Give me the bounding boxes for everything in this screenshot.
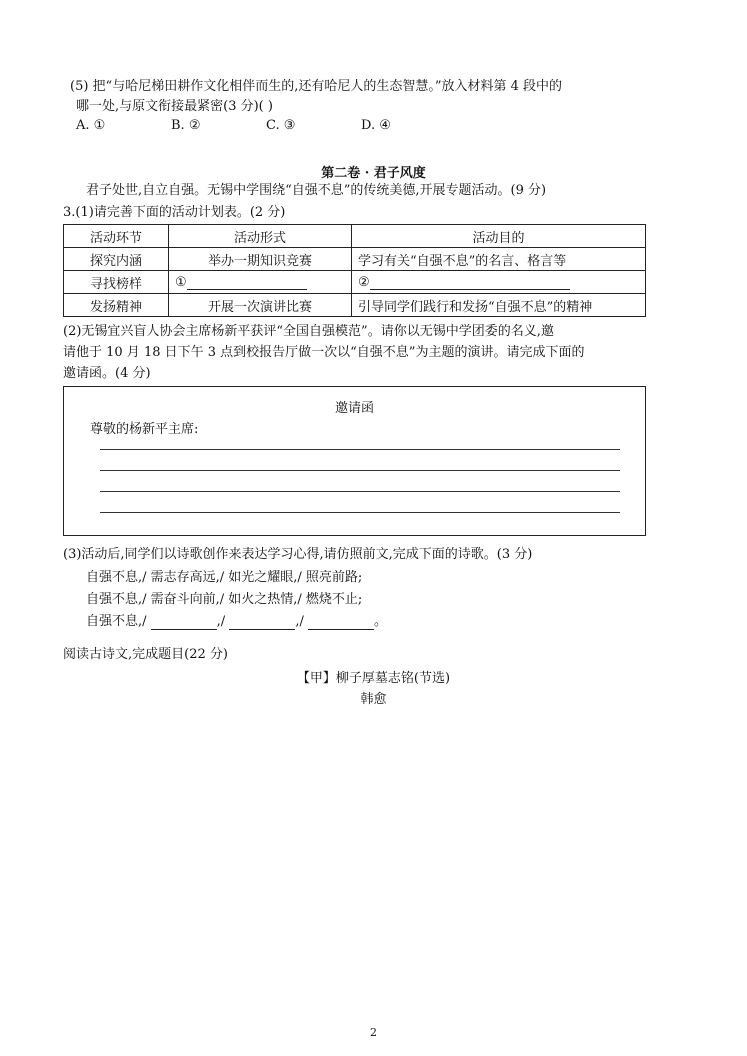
question-3-1-prompt: 3.(1)请完善下面的活动计划表。(2 分) xyxy=(63,205,286,220)
poem-line-2: 自强不息,/ 需奋斗向前,/ 如火之热情,/ 燃烧不止; xyxy=(86,592,363,607)
answer-underline xyxy=(370,275,570,290)
question-3-2-line1: (2)无锡宜兴盲人协会主席杨新平获评“全国自强模范”。请你以无锡中学团委的名义,邀 xyxy=(63,324,554,339)
poem-separator: ,/ xyxy=(295,614,304,629)
table-cell: 寻找榜样 xyxy=(64,271,169,294)
poem-blank-3[interactable] xyxy=(308,617,374,630)
option-c[interactable]: C. ③ xyxy=(266,118,296,133)
reading-intro: 阅读古诗文,完成题目(22 分) xyxy=(63,647,228,662)
question-5-line2: 哪一处,与原文衔接最紧密(3 分)( ) xyxy=(76,99,273,114)
table-cell: 举办一期知识竞赛 xyxy=(169,248,352,271)
table-row xyxy=(64,271,646,294)
passage-title: 【甲】柳子厚墓志铭(节选) xyxy=(296,671,451,686)
page-number: 2 xyxy=(370,1026,377,1039)
table-header: 活动环节 xyxy=(64,225,169,248)
writing-line[interactable] xyxy=(100,470,620,471)
writing-line[interactable] xyxy=(100,491,620,492)
question-5-options xyxy=(76,118,456,134)
table-cell: 探究内涵 xyxy=(64,248,169,271)
question-3-2-line2: 请他于 10 月 18 日下午 3 点到校报告厅做一次以“自强不息”为主题的演讲。请完成下面的 xyxy=(63,345,585,360)
table-cell: 发扬精神 xyxy=(64,294,169,317)
invitation-salutation: 尊敬的杨新平主席: xyxy=(90,422,199,437)
poem-separator: ,/ xyxy=(216,614,226,629)
invitation-box[interactable] xyxy=(63,386,646,536)
poem-end: 。 xyxy=(373,614,387,629)
section-title: 第二卷 · 君子风度 xyxy=(321,166,426,181)
activity-plan-table xyxy=(63,224,646,317)
passage-author: 韩愈 xyxy=(360,692,387,707)
poem-line-1: 自强不息,/ 需志存高远,/ 如光之耀眼,/ 照亮前路; xyxy=(86,570,363,585)
section-intro: 君子处世,自立自强。无锡中学围绕“自强不息”的传统美德,开展专题活动。(9 分) xyxy=(86,183,547,198)
table-header: 活动目的 xyxy=(352,225,646,248)
poem-blank-2[interactable] xyxy=(229,617,295,630)
table-cell: 引导同学们践行和发扬“自强不息”的精神 xyxy=(352,294,646,317)
poem-line-3-start: 自强不息,/ xyxy=(86,614,147,629)
option-b[interactable]: B. ② xyxy=(171,118,201,133)
blank-marker: ① xyxy=(175,274,187,290)
table-header-row xyxy=(64,225,646,248)
answer-underline xyxy=(187,275,307,290)
answer-blank-1[interactable] xyxy=(169,271,352,294)
writing-line[interactable] xyxy=(100,512,620,513)
blank-marker: ② xyxy=(358,274,370,290)
table-row xyxy=(64,294,646,317)
table-row xyxy=(64,248,646,271)
poem-blank-1[interactable] xyxy=(151,617,217,630)
question-5-line1: (5) 把“与哈尼梯田耕作文化相伴而生的,还有哈尼人的生态智慧。”放入材料第 4 段中的 xyxy=(70,79,563,94)
writing-line[interactable] xyxy=(100,449,620,450)
poem-line-3 xyxy=(86,614,387,630)
table-cell: 开展一次演讲比赛 xyxy=(169,294,352,317)
answer-blank-2[interactable] xyxy=(352,271,646,294)
invitation-title: 邀请函 xyxy=(334,401,374,416)
question-3-2-line3: 邀请函。(4 分) xyxy=(63,366,151,381)
question-3-3-prompt: (3)活动后,同学们以诗歌创作来表达学习心得,请仿照前文,完成下面的诗歌。(3 分) xyxy=(63,547,533,562)
table-header: 活动形式 xyxy=(169,225,352,248)
table-cell: 学习有关“自强不息”的名言、格言等 xyxy=(352,248,646,271)
option-a[interactable]: A. ① xyxy=(76,118,106,133)
option-d[interactable]: D. ④ xyxy=(361,118,391,133)
